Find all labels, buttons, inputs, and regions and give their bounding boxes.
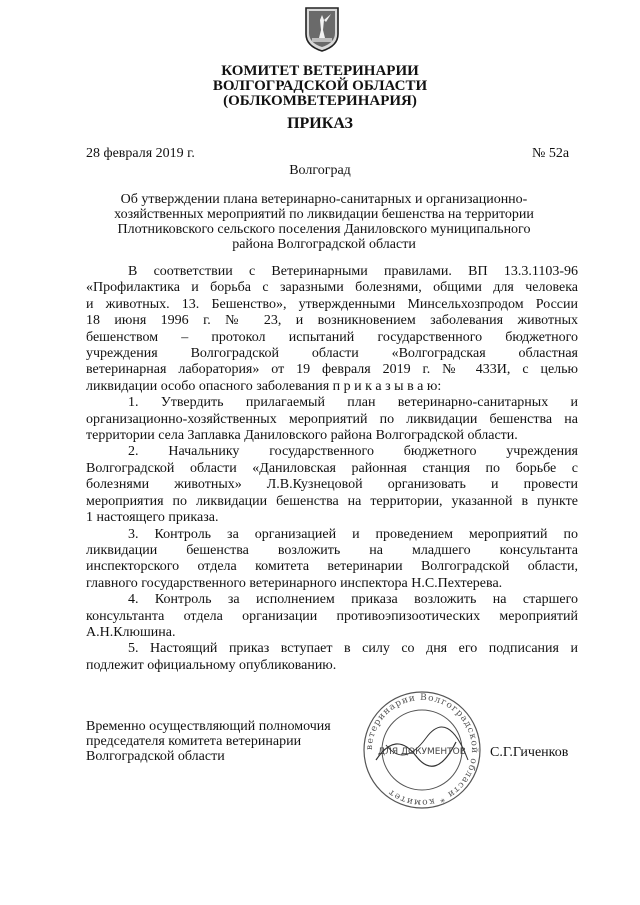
body-line: 1. Утвердить прилагаемый план ветеринарно-санитарных и	[128, 395, 578, 411]
body-line: мероприятия по ликвидации бешенства на территории, указанной в пункте	[86, 493, 578, 509]
document-type: ПРИКАЗ	[287, 115, 353, 132]
body-line: 5. Настоящий приказ вступает в силу со дня его подписания и	[128, 641, 578, 657]
title-line: хозяйственных мероприятий по ликвидации бешенства на территории	[114, 207, 534, 222]
coat-of-arms-icon	[304, 6, 340, 52]
body-line: ликвидации особо опасного заболевания п р и к а з ы в а ю:	[86, 378, 442, 394]
signatory-position	[86, 719, 331, 764]
body-line: Волгоградской области «Даниловская районная станция по борьбе с	[86, 460, 578, 476]
body-line: ликвидации бешенства возложить на младшего консультанта	[86, 542, 578, 558]
stamp-ring-text: ветеринарии Волгоградской области * комитет	[364, 692, 480, 808]
organization-abbreviation: (ОБЛКОМВЕТЕРИНАРИЯ)	[223, 93, 417, 109]
stamp-center-text: ДЛЯ ДОКУМЕНТОВ	[378, 747, 466, 757]
body-line: консультанта отдела организации противоэпизоотических мероприятий	[86, 608, 578, 624]
document-date: 28 февраля 2019 г.	[86, 146, 195, 161]
body-line: территории села Заплавка Даниловского района Волгоградской области.	[86, 428, 518, 444]
body-line: 2. Начальнику государственного бюджетного учреждения	[128, 444, 578, 460]
body-line: главного государственного ветеринарного инспектора Н.С.Пехтерева.	[86, 575, 503, 591]
body-line: А.Н.Клюшина.	[86, 624, 176, 640]
body-line: 4. Контроль за исполнением приказа возложить на старшего	[128, 592, 578, 608]
body-line: 18 июня 1996 г. № 23, и возникновением заболевания животных	[86, 313, 578, 329]
body-line: «Профилактика и борьба с заразными болезнями, общими для человека	[86, 280, 578, 296]
title-line: Об утверждении плана ветеринарно-санитарных и организационно-	[120, 192, 528, 207]
body-line: ветеринарная лаборатория» от 19 февраля 2019 г. № 433И, с целью	[86, 362, 578, 378]
title-line: района Волгоградской области	[232, 237, 416, 252]
signatory-position-line: Волгоградской области	[86, 749, 225, 764]
body-line: подлежит официальному опубликованию.	[86, 657, 337, 673]
organization-name-line2: ВОЛГОГРАДСКОЙ ОБЛАСТИ	[212, 78, 428, 94]
body-line: и животных. 13. Бешенство», утвержденными Минсельхозпродом России	[86, 296, 578, 312]
body-line: учреждения Волгоградской области «Волгоградская областная	[86, 346, 578, 362]
body-line: организационно-хозяйственных мероприятий по ликвидации бешенства на	[86, 411, 578, 427]
signatory-name: С.Г.Гиченков	[490, 745, 569, 760]
body-line: инспекторского отдела комитета ветеринарии Волгоградской области,	[86, 559, 578, 575]
signatory-position-line: Временно осуществляющий полномочия	[86, 719, 331, 734]
document-city: Волгоград	[289, 163, 351, 178]
official-stamp	[356, 690, 488, 810]
body-line: болезнями животных» Л.В.Кузнецовой организовать и провести	[86, 477, 578, 493]
signatory-position-line: председателя комитета ветеринарии	[86, 734, 302, 749]
document-title	[90, 192, 558, 252]
body-line: бешенством – протокол испытаний государственного бюджетного	[86, 329, 578, 345]
body-line: В соответствии с Ветеринарными правилами. ВП 13.3.1103-96	[128, 264, 578, 279]
document-body	[86, 264, 578, 674]
body-line: 3. Контроль за организацией и проведением мероприятий по	[128, 526, 578, 542]
document-number: № 52а	[532, 146, 570, 161]
organization-name-line1: КОМИТЕТ ВЕТЕРИНАРИИ	[221, 63, 419, 79]
body-line: 1 настоящего приказа.	[86, 510, 219, 526]
title-line: Плотниковского сельского поселения Даниловского муниципального	[117, 222, 531, 237]
